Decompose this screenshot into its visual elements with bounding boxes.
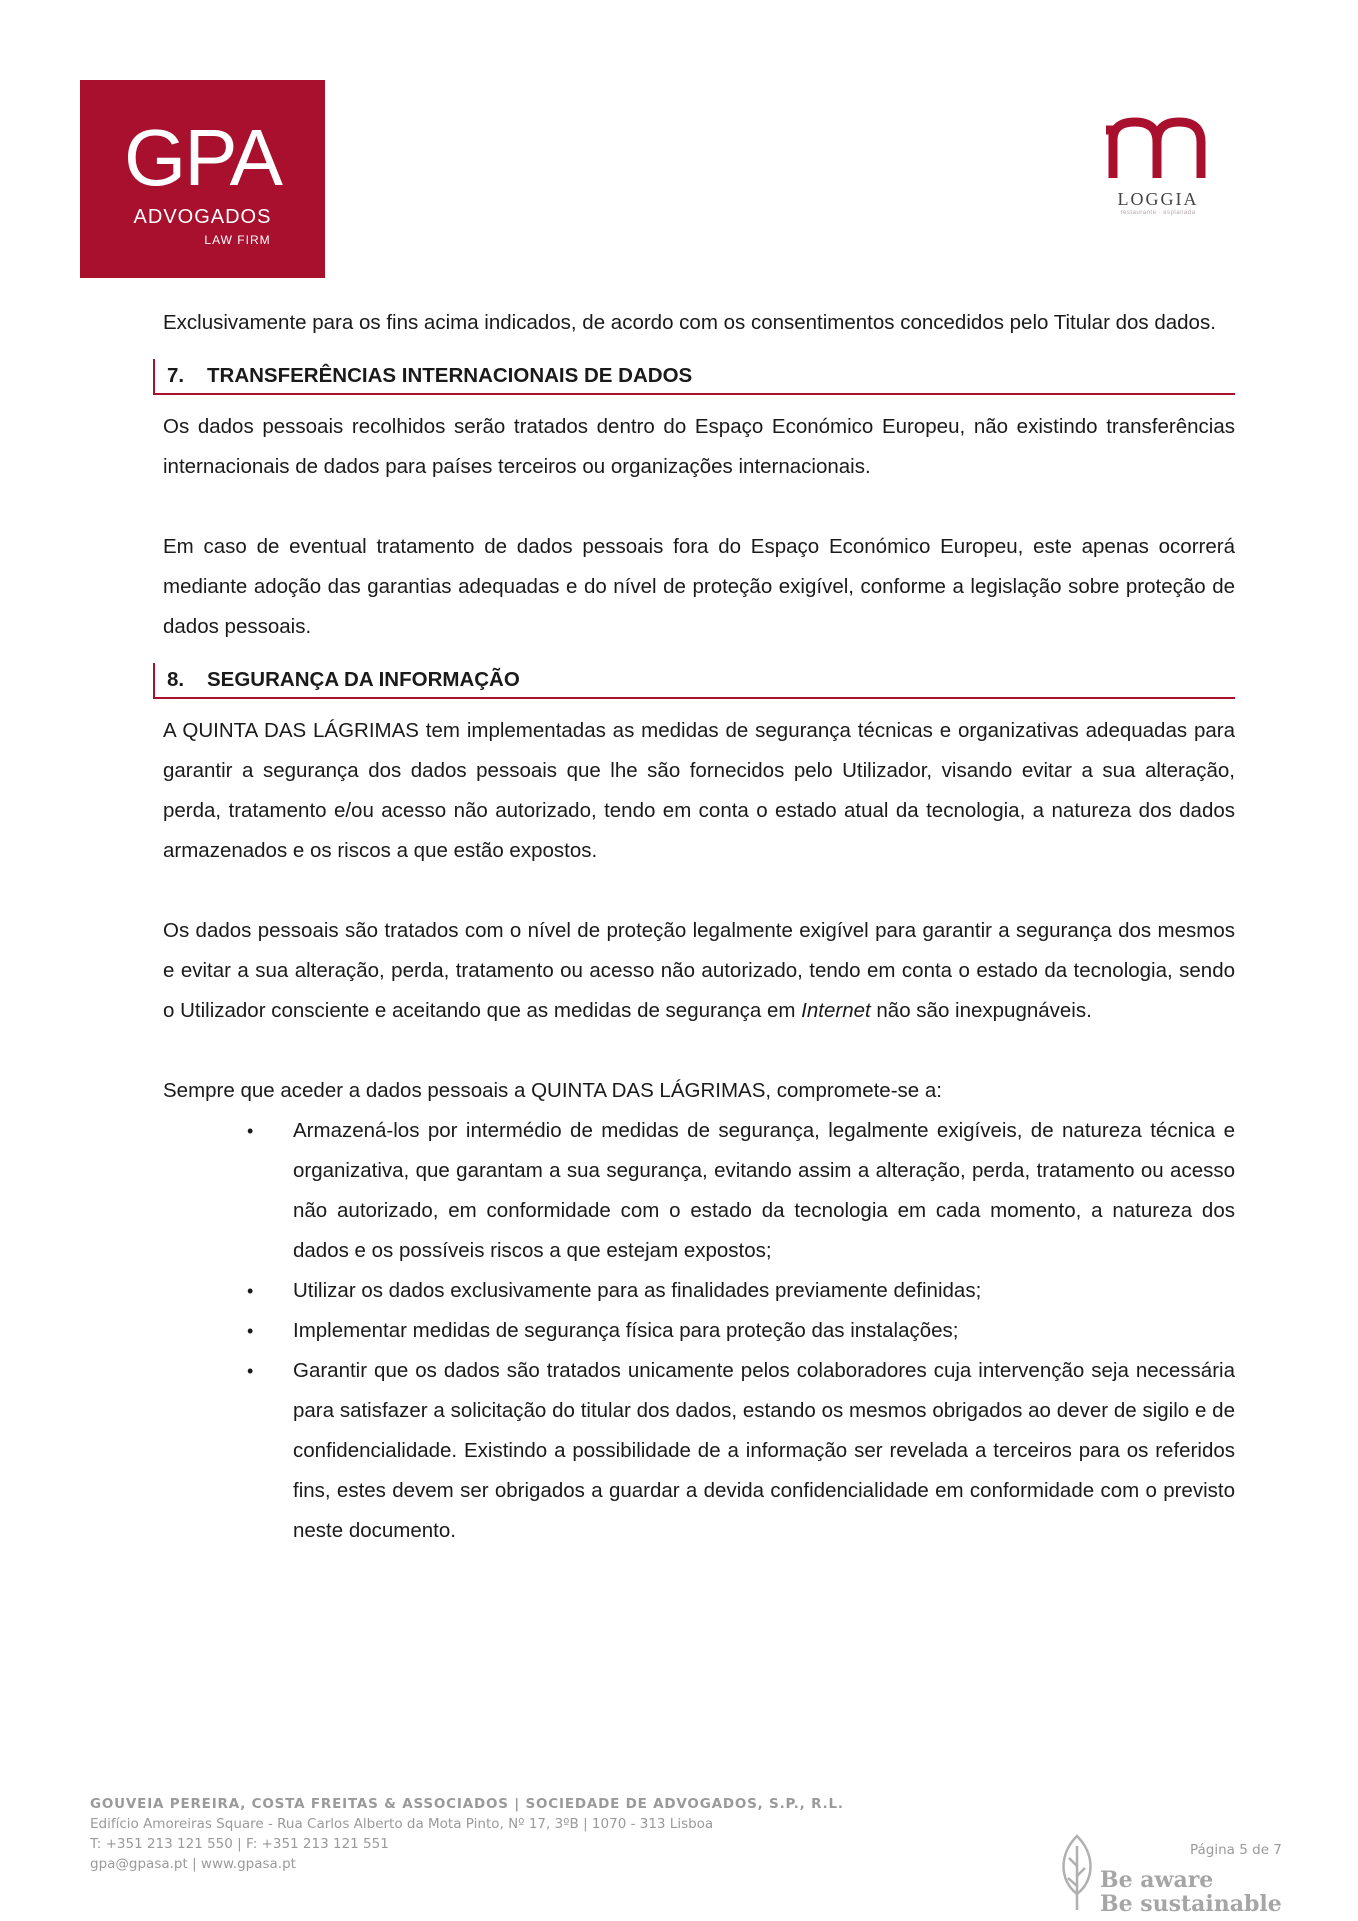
section-8-paragraph-2: Os dados pessoais são tratados com o nível de proteção legalmente exigível para garantir a segurança dos mesmos e evitar a sua alteração, perda, tratamento ou acesso não autorizado, tendo em conta o estado da tecnologia, sendo o Utilizador consciente e aceitando que as medidas de segurança em Internet não são inexpugnáveis. [163,919,1235,1022]
loggia-tagline: restaurante · esplanada [1120,210,1196,216]
bullet-icon: • [247,1281,254,1301]
bullet-icon: • [247,1361,254,1381]
section-title: SEGURANÇA DA INFORMAÇÃO [207,668,520,691]
page-number: Página 5 de 7 [1190,1842,1282,1858]
section-8-paragraph-3: Sempre que aceder a dados pessoais a QUINTA DAS LÁGRIMAS, compromete-se a: [163,1079,942,1102]
gpa-logo-mark: GPA [123,113,281,202]
section-7-heading [153,359,1235,395]
footer-contact: gpa@gpasa.pt | www.gpasa.pt [90,1856,296,1872]
section-number: 8. [167,668,185,691]
internet-italic: Internet [801,999,871,1022]
section-8-paragraph-1: A QUINTA DAS LÁGRIMAS tem implementadas as medidas de segurança técnicas e organizativas adequadas para garantir a segurança dos dados pessoais que lhe são fornecidos pelo Utilizador, visando evitar a sua alteração, perda, tratamento e/ou acesso não autorizado, tendo em conta o estado atual da tecnologia, a natureza dos dados armazenados e os riscos a que estão expostos. [163,719,1235,862]
gpa-logo [80,80,325,278]
bullet-icon: • [247,1321,254,1341]
document-body [163,303,1235,1551]
bullet-icon: • [247,1121,254,1141]
section-8-heading [153,663,1235,699]
intro-paragraph: Exclusivamente para os fins acima indicados, de acordo com os consentimentos concedidos pelo Titular dos dados. [163,311,1216,334]
be-aware-text: Be aware [1100,1867,1214,1893]
list-item: • Utilizar os dados exclusivamente para as finalidades previamente definidas; [163,1271,1235,1311]
footer-firm-name: GOUVEIA PEREIRA, COSTA FREITAS & ASSOCIADOS | SOCIEDADE DE ADVOGADOS, S.P., R.L. [90,1796,844,1812]
section-7-paragraph-1: Os dados pessoais recolhidos serão tratados dentro do Espaço Económico Europeu, não existindo transferências internacionais de dados para países terceiros ou organizações internacionais. [163,415,1235,478]
section-number: 7. [167,364,185,387]
section-7-paragraph-2: Em caso de eventual tratamento de dados pessoais fora do Espaço Económico Europeu, este apenas ocorrerá mediante adoção das garantias adequadas e do nível de proteção exigível, conforme a legislação sobre proteção de dados pessoais. [163,535,1235,638]
footer-address: Edifício Amoreiras Square - Rua Carlos Alberto da Mota Pinto, Nº 17, 3ºB | 1070 - 313 Lisboa [90,1816,714,1832]
be-sustainable-text: Be sustainable [1100,1891,1282,1917]
leaf-icon [1055,1832,1099,1912]
list-item: • Implementar medidas de segurança física para proteção das instalações; [163,1311,1235,1351]
list-item: • Armazená-los por intermédio de medidas de segurança, legalmente exigíveis, de natureza técnica e organizativa, que garantam a sua segurança, evitando assim a alteração, perda, tratamento ou acesso não autorizado, em conformidade com o estado da tecnologia em cada momento, a natureza dos dados e os possíveis riscos a que estejam expostos; [163,1111,1235,1271]
gpa-logo-subtitle: ADVOGADOS [133,206,272,228]
loggia-m-icon [1103,112,1213,182]
loggia-logo [1100,112,1216,227]
page-footer [90,1794,844,1874]
footer-phones: T: +351 213 121 550 | F: +351 213 121 551 [90,1836,389,1852]
loggia-name: LOGGIA [1117,189,1199,209]
list-item: • Garantir que os dados são tratados unicamente pelos colaboradores cuja intervenção seja necessária para satisfazer a solicitação do titular dos dados, estando os mesmos obrigados ao dever de sigilo e de confidencialidade. Existindo a possibilidade de a informação ser revelada a terceiros para os referidos fins, estes devem ser obrigados a guardar a devida confidencialidade em conformidade com o previsto neste documento. [163,1351,1235,1551]
gpa-logo-law-firm: LAW FIRM [204,233,271,247]
commitments-list [163,1111,1235,1551]
section-title: TRANSFERÊNCIAS INTERNACIONAIS DE DADOS [207,364,693,387]
